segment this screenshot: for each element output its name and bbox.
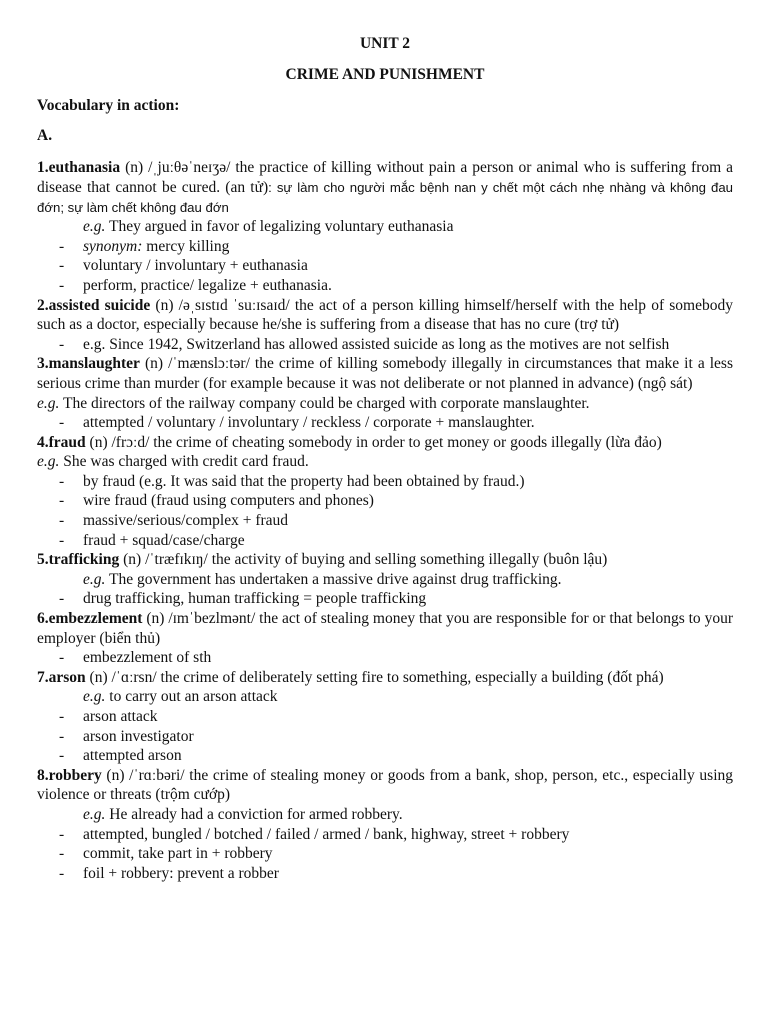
entry-definition-en: the practice of killing without pain a person or animal who is suffering from a disease that cannot be cured. (an tử) (37, 159, 733, 196)
entry-definition (37, 433, 733, 453)
example-text: He already had a conviction for armed robbery. (105, 805, 403, 823)
list-item-text: drug trafficking, human trafficking = people trafficking (83, 590, 427, 608)
synonym-label: synonym: (83, 237, 143, 255)
entry-number: 2. (37, 296, 49, 314)
entry-term: robbery (48, 766, 102, 784)
entry-number: 8. (37, 766, 49, 784)
list-item-text: arson attack (83, 708, 158, 725)
vocabulary-heading: Vocabulary in action: (37, 97, 180, 115)
entry-term: fraud (48, 433, 86, 451)
list-item: - voluntary / involuntary + euthanasia (59, 257, 308, 275)
entry-pos: (n) (119, 551, 146, 569)
document-page (37, 34, 733, 883)
entry-number: 3. (37, 355, 49, 373)
entry-term: trafficking (48, 551, 120, 569)
entry-ipa: /ˈrɑːbəri/ (129, 766, 185, 784)
unit-heading: UNIT 2 (359, 35, 411, 52)
entry-definition (37, 158, 733, 217)
list-item: - attempted arson (59, 747, 182, 765)
entry-definition-en: the crime of killing somebody illegally in circumstances that make it a less serious crime than murder (for example because it was not deliberate or not planned in advance) (ngộ sát) (37, 355, 733, 392)
list-item-text: foil + robbery: prevent a robber (83, 864, 279, 882)
entry-number: 1. (37, 159, 49, 177)
list-item: - arson investigator (59, 727, 194, 745)
list-item-text: by fraud (e.g. It was said that the property had been obtained by fraud.) (83, 472, 525, 490)
entry-pos: (n) (150, 296, 179, 314)
entry-term: euthanasia (48, 159, 121, 177)
entry-definition (37, 766, 733, 805)
list-item: - commit, take part in + robbery (59, 845, 273, 863)
entry-example (37, 687, 733, 707)
entry-definition (37, 354, 733, 393)
entry-pos: (n) (142, 610, 169, 628)
entry-ipa: /ˈtræfɪkɪŋ/ (145, 551, 208, 569)
vocab-entry-euthanasia (37, 158, 733, 295)
entry-number: 7. (37, 668, 49, 686)
list-item-text: voluntary / involuntary + euthanasia (83, 257, 308, 275)
entry-definition (37, 668, 733, 688)
list-item: - embezzlement of sth (59, 649, 212, 667)
list-item: - attempted / voluntary / involuntary / reckless / corporate + manslaughter. (59, 414, 535, 432)
entry-ipa: /frɔːd/ (111, 433, 150, 451)
list-item-text: attempted arson (83, 747, 182, 765)
example-label: e.g. (83, 218, 106, 236)
entry-definition-en: the activity of buying and selling something illegally (buôn lậu) (207, 551, 608, 569)
list-item-text: perform, practice/ legalize + euthanasia. (83, 276, 332, 294)
entry-term: embezzlement (48, 610, 143, 628)
list-item: - wire fraud (fraud using computers and phones) (59, 492, 374, 510)
entry-definition (37, 550, 733, 570)
entry-number: 5. (37, 551, 49, 569)
list-item-text: embezzlement of sth (83, 649, 212, 667)
list-item: - massive/serious/complex + fraud (59, 512, 289, 530)
list-item-text: arson investigator (83, 727, 194, 745)
entry-pos: (n) (101, 766, 130, 784)
example-label: e.g. (37, 394, 60, 412)
entry-pos: (n) (85, 668, 112, 686)
entry-definition-en: the crime of deliberately setting fire to something, especially a building (đốt phá) (156, 668, 664, 686)
example-label: e.g. (83, 688, 106, 706)
entry-term: manslaughter (48, 355, 140, 373)
entry-ipa: /ˌjuːθəˈneɪʒə/ (148, 159, 231, 177)
list-item: - fraud + squad/case/charge (59, 531, 245, 549)
entry-number: 4. (37, 433, 49, 451)
example-text: She was charged with credit card fraud. (59, 453, 309, 471)
entry-pos: (n) (120, 159, 149, 177)
entry-ipa: /ˈmænslɔːtər/ (168, 355, 250, 373)
example-text: They argued in favor of legalizing voluntary euthanasia (105, 218, 454, 236)
list-item: - e.g. Since 1942, Switzerland has allowed assisted suicide as long as the motives are not selfish (59, 335, 670, 353)
vocab-entry-fraud (37, 433, 733, 551)
vocab-entry-robbery (37, 766, 733, 884)
example-text: The directors of the railway company could be charged with corporate manslaughter. (59, 394, 590, 412)
list-item: - by fraud (e.g. It was said that the property had been obtained by fraud.) (59, 472, 525, 490)
entry-ipa: /ˈɑːrsn/ (111, 668, 157, 686)
example-text: The government has undertaken a massive drive against drug trafficking. (105, 570, 562, 588)
list-item-text: fraud + squad/case/charge (83, 531, 245, 549)
entry-term: arson (48, 668, 86, 686)
entry-definition-en: the crime of cheating somebody in order to get money or goods illegally (lừa đảo) (149, 433, 662, 451)
list-item-text: attempted / voluntary / involuntary / reckless / corporate + manslaughter. (83, 414, 535, 432)
entry-example (37, 570, 733, 590)
vocab-entry-arson (37, 668, 733, 766)
list-item: - attempted, bungled / botched / failed / armed / bank, highway, street + robbery (59, 825, 570, 843)
list-item: - synonym: mercy killing (59, 237, 230, 255)
list-item-text: commit, take part in + robbery (83, 845, 273, 863)
entry-pos: (n) (85, 433, 112, 451)
entry-example (37, 452, 733, 472)
entry-example (37, 217, 733, 237)
entry-pos: (n) (139, 355, 169, 373)
entry-definition-en: the act of stealing money that you are responsible for or that belongs to your employer (biển thủ) (37, 610, 733, 647)
section-letter: A. (37, 126, 53, 144)
entry-example (37, 805, 733, 825)
example-label: e.g. (83, 805, 106, 823)
entry-term: assisted suicide (48, 296, 151, 314)
list-item-text: wire fraud (fraud using computers and phones) (83, 492, 374, 510)
vocab-entry-assisted-suicide (37, 296, 733, 355)
vocab-entry-embezzlement (37, 609, 733, 668)
example-label: e.g. (83, 570, 106, 588)
list-item: - foil + robbery: prevent a robber (59, 864, 279, 882)
entry-definition-vi: : sự làm cho người mắc bệnh nan y chết một cách nhẹ nhàng và không đau đớn; sự làm chết không đau đớn (37, 179, 733, 215)
vocab-entry-trafficking (37, 550, 733, 609)
list-item: - arson attack (59, 708, 158, 725)
unit-title: CRIME AND PUNISHMENT (285, 65, 485, 83)
example-text: to carry out an arson attack (105, 688, 278, 706)
vocab-entry-manslaughter (37, 354, 733, 432)
entry-example (37, 394, 733, 414)
entry-definition (37, 296, 733, 335)
entry-definition-en: the crime of stealing money or goods from a bank, shop, person, etc., especially using violence or threats (trộm cướp) (37, 766, 734, 804)
entry-ipa: /ɪmˈbezlmənt/ (168, 610, 256, 628)
list-item-text: e.g. Since 1942, Switzerland has allowed assisted suicide as long as the motives are not selfish (83, 335, 670, 353)
entry-definition-en: the act of a person killing himself/herself with the help of somebody such as a doctor, especially because he/she is suffering from a disease that has no cure (trợ tử) (37, 296, 733, 334)
example-label: e.g. (37, 453, 60, 471)
list-item-text: massive/serious/complex + fraud (83, 512, 289, 530)
entry-ipa: /əˌsɪstɪd ˈsuːɪsaɪd/ (178, 296, 290, 314)
entry-definition (37, 609, 733, 648)
list-item-text: mercy killing (142, 237, 230, 255)
list-item: - perform, practice/ legalize + euthanasia. (59, 276, 332, 294)
list-item: - drug trafficking, human trafficking = people trafficking (59, 590, 427, 608)
list-item-text: attempted, bungled / botched / failed / armed / bank, highway, street + robbery (83, 825, 570, 843)
entry-number: 6. (37, 610, 49, 628)
